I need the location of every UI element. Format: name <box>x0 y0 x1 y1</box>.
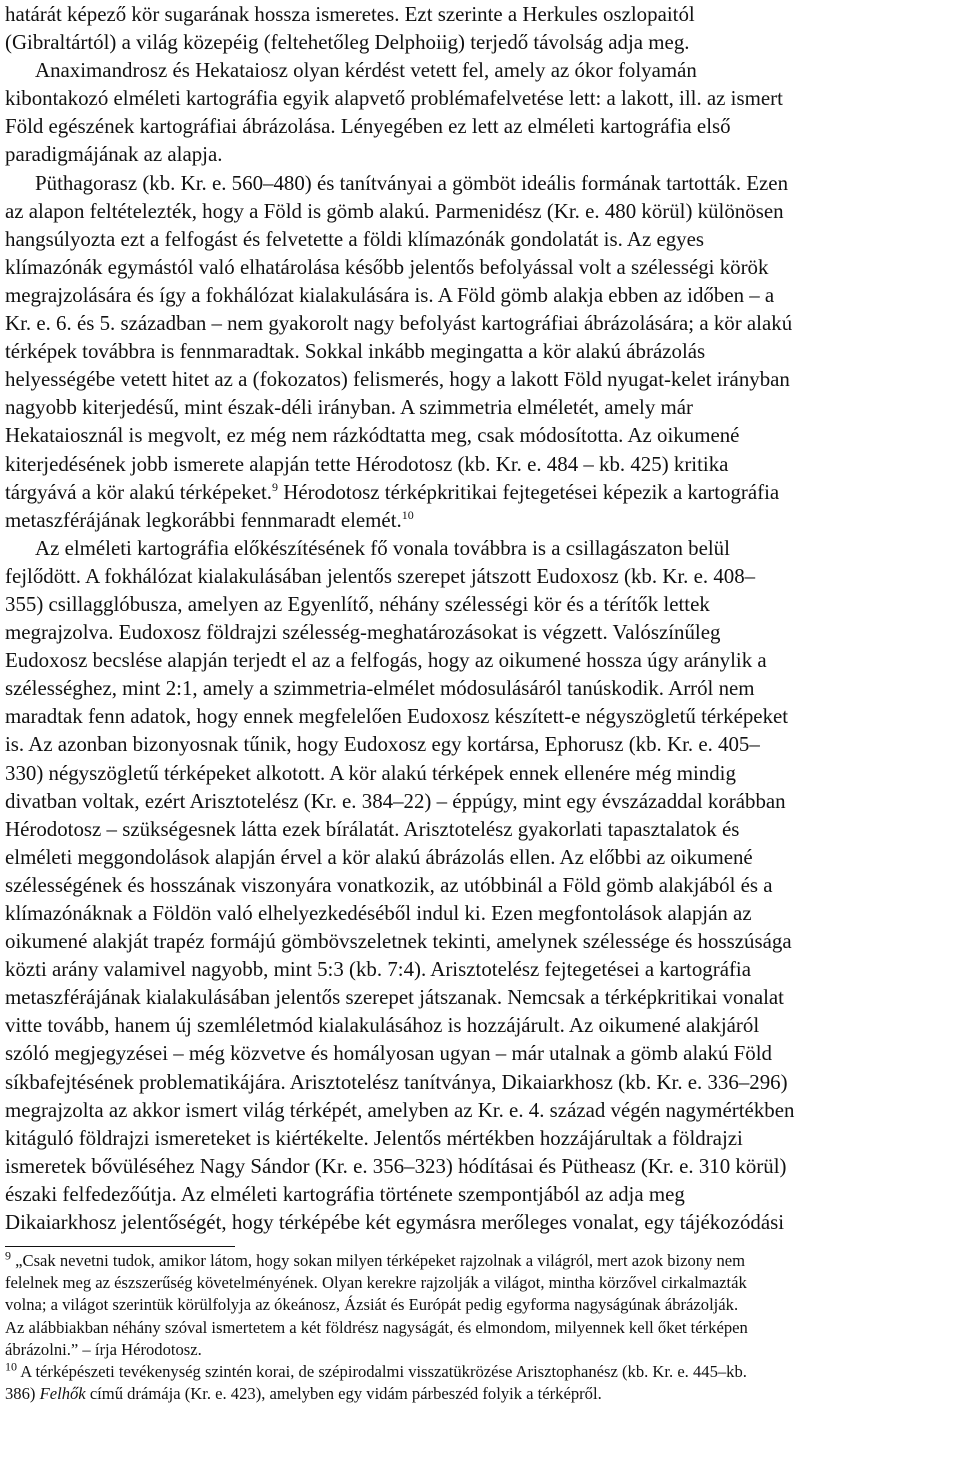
text-line: hangsúlyozta ezt a felfogást és felvetette a földi klímazónák gondolatát is. Az egyes <box>5 226 705 251</box>
text-line: megrajzolva. Eudoxosz földrajzi szélesség-meghatározásokat is végzett. Valószínűleg <box>5 620 721 645</box>
text-line: klímazónák egymástól való elhatárolása később jelentős befolyással volt a szélességi körök <box>5 254 769 279</box>
text-line: Hérodotosz – szükségesnek látta ezek bírálatát. Arisztotelész gyakorlati tapasztalatok és <box>5 816 740 841</box>
text-line: paradigmájának az alapja. <box>5 142 223 167</box>
text-line: Föld egészének kartográfiai ábrázolása. Lényegében ez lett az elméleti kartográfia első <box>5 114 731 139</box>
text-line: kibontakozó elméleti kartográfia egyik alapvető problémafelvetése lett: a lakott, ill. az ismert <box>5 86 783 111</box>
footnote-number: 10 <box>5 1359 17 1374</box>
text-line: 355) csillagglóbusza, amelyen az Egyenlítő, néhány szélességi kör és a térítők lettek <box>5 591 710 616</box>
text-line: kiterjedésének jobb ismerete alapján tette Hérodotosz (kb. Kr. e. 484 – kb. 425) kritika <box>5 451 729 476</box>
text-line: nagyobb kiterjedésű, mint észak-déli irányban. A szimmetria elméletét, amely már <box>5 395 694 420</box>
text-line: Anaximandrosz és Hekataiosz olyan kérdést vetett fel, amely az ókor folyamán <box>35 58 697 83</box>
text-line: szélességének és hosszának viszonyára vonatkozik, az utóbbinál a Föld gömb alakjából és a <box>5 872 773 897</box>
text-line: közti arány valamivel nagyobb, mint 5:3 (kb. 7:4). Arisztotelész fejtegetései a kartográfia <box>5 957 752 982</box>
footnote-line <box>5 1383 955 1405</box>
footnote-line: ábrázolni.” – írja Hérodotosz. <box>5 1339 202 1359</box>
text-line: 330) négyszögletű térképeket alkotott. A kör alakú térképek ennek ellenére még mindig <box>5 760 736 785</box>
footnote-9 <box>5 1250 955 1361</box>
footnote-line: felelnek meg az észszerűség követelményének. Olyan kerekre rajzolják a világot, mintha körzővel cirkalmazták <box>5 1273 747 1293</box>
text-fragment: tárgyává a kör alakú térképeket. <box>5 479 272 504</box>
paragraph-2 <box>5 56 955 168</box>
text-line <box>5 506 955 534</box>
paragraph-1 <box>5 0 955 56</box>
text-line: Püthagorasz (kb. Kr. e. 560–480) és tanítványai a gömböt ideális formának tartották. Ezen <box>35 170 789 195</box>
footnote-divider <box>5 1246 235 1247</box>
footnote-number: 9 <box>5 1248 11 1263</box>
text-fragment: 386) <box>5 1384 36 1404</box>
text-line: kitáguló földrajzi ismereteket is kiértékelte. Jelentős mértékben hozzájárultak a földrajzi <box>5 1125 743 1150</box>
footnote-ref-9[interactable]: 9 <box>272 479 278 494</box>
text-line: Az elméleti kartográfia előkészítésének fő vonala továbbra is a csillagászaton belül <box>35 535 730 560</box>
text-line: megrajzolta az akkor ismert világ térképét, amelyben az Kr. e. 4. század végén nagymértékben <box>5 1097 795 1122</box>
text-fragment: metaszférájának legkorábbi fennmaradt elemét. <box>5 507 402 532</box>
text-line: fejlődött. A fokhálózat kialakulásában jelentős szerepet játszott Eudoxosz (kb. Kr. e. 408– <box>5 563 756 588</box>
text-line: klímazónáknak a Földön való elhelyezkedéséből indul ki. Ezen megfontolások alapján az <box>5 901 752 925</box>
text-line: Dikaiarkhosz jelentőségét, hogy térképébe két egymásra merőleges vonalat, egy tájékozódási <box>5 1210 785 1235</box>
text-line: az alapon feltételezték, hogy a Föld is gömb alakú. Parmenidész (Kr. e. 480 körül) különösen <box>5 198 784 223</box>
footnote-line: volna; a világot szerintük körülfolyja az ókeánosz, Ázsiát és Európát pedig egyforma nagyságúnak ábrázolják. <box>5 1295 739 1315</box>
paragraph-3 <box>5 169 955 534</box>
text-line: térképek továbbra is fennmaradtak. Sokkal inkább megingatta a kör alakú ábrázolás <box>5 339 706 364</box>
text-line: Kr. e. 6. és 5. században – nem gyakorolt nagy befolyást kartográfiai ábrázolására; a kör alakú <box>5 311 793 336</box>
text-line: ismeretek bővüléséhez Nagy Sándor (Kr. e. 356–323) hódításai és Pütheasz (Kr. e. 310 körül) <box>5 1153 787 1178</box>
text-fragment: A térképészeti tevékenység szintén korai, de szépirodalmi visszatükrözése Arisztophanész (kb. Kr. e. 445–kb. <box>20 1362 747 1382</box>
work-title: Felhők <box>39 1384 86 1404</box>
text-line: megrajzolására és így a fokhálózat kialakulására is. A Föld gömb alakja ebben az időben – a <box>5 282 775 307</box>
text-fragment: Hérodotosz térképkritikai fejtegetései képezik a kartográfia <box>283 479 780 504</box>
text-line: Eudoxosz becslése alapján terjedt el az a felfogás, hogy az oikumené hossza úgy aránylik a <box>5 648 767 673</box>
footnote-line <box>5 1361 955 1383</box>
text-line: metaszférájának kialakulásában jelentős szerepet játszanak. Nemcsak a térképkritikai vonalat <box>5 985 784 1010</box>
text-line: is. Az azonban bizonyosnak tűnik, hogy Eudoxosz egy kortársa, Ephorusz (kb. Kr. e. 405– <box>5 732 760 757</box>
text-line: vitte tovább, hanem új szemléletmód kialakulásához is hozzájárult. Az oikumené alakjáról <box>5 1013 760 1038</box>
text-line: Hekataiosznál is megvolt, ez még nem rázkódtatta meg, csak módosította. Az oikumené <box>5 423 740 448</box>
text-line: szélességhez, mint 2:1, amely a szimmetria-elmélet módosulásáról tanúskodik. Arról nem <box>5 676 755 701</box>
text-line: helyességébe vetett hitet az a (fokozatos) felismerés, hogy a lakott Föld nyugat-kelet irányban <box>5 367 790 392</box>
text-line <box>5 478 955 506</box>
text-line: szóló megjegyzései – még közvetve és homályosan ugyan – már utalnak a gömb alakú Föld <box>5 1041 772 1066</box>
text-line: síkbafejtésének problematikájára. Arisztotelész tanítványa, Dikaiarkhosz (kb. Kr. e. 336–296) <box>5 1069 788 1094</box>
text-line: divatban voltak, ezért Arisztotelész (Kr. e. 384–22) – éppúgy, mint egy évszázaddal korábban <box>5 788 786 813</box>
footnote-10 <box>5 1361 955 1405</box>
text-line: határát képező kör sugarának hossza ismeretes. Ezt szerinte a Herkules oszlopaitól <box>5 2 695 26</box>
text-line: oikumené alakját trapéz formájú gömbövszeletnek tekinti, amelynek szélessége és hosszúsága <box>5 929 792 954</box>
text-fragment: „Csak nevetni tudok, amikor látom, hogy sokan milyen térképeket rajzolnak a világról, mert azok bizony nem <box>15 1251 746 1270</box>
paragraph-4 <box>5 534 955 1236</box>
text-fragment: című drámája (Kr. e. 423), amelyben egy vidám párbeszéd folyik a térképről. <box>89 1384 602 1404</box>
text-line: maradtak fenn adatok, hogy ennek megfelelően Eudoxosz készített-e négyszögletű térképeket <box>5 704 789 729</box>
text-line: elméleti meggondolások alapján érvel a kör alakú ábrázolás ellen. Az előbbi az oikumené <box>5 844 753 869</box>
text-line: (Gibraltártól) a világ közepéig (feltehetőleg Delphoiig) terjedő távolság adja meg. <box>5 30 690 55</box>
footnote-line: Az alábbiakban néhány szóval ismertetem a két földrész nagyságát, és elmondom, milyennek kell őket térképen <box>5 1317 748 1337</box>
text-line: északi felfedezőútja. Az elméleti kartográfia története szempontjából az adja meg <box>5 1181 685 1206</box>
footnote-line <box>5 1250 955 1272</box>
footnotes <box>5 1250 955 1405</box>
body-text <box>5 0 955 1236</box>
footnote-ref-10[interactable]: 10 <box>401 507 414 522</box>
